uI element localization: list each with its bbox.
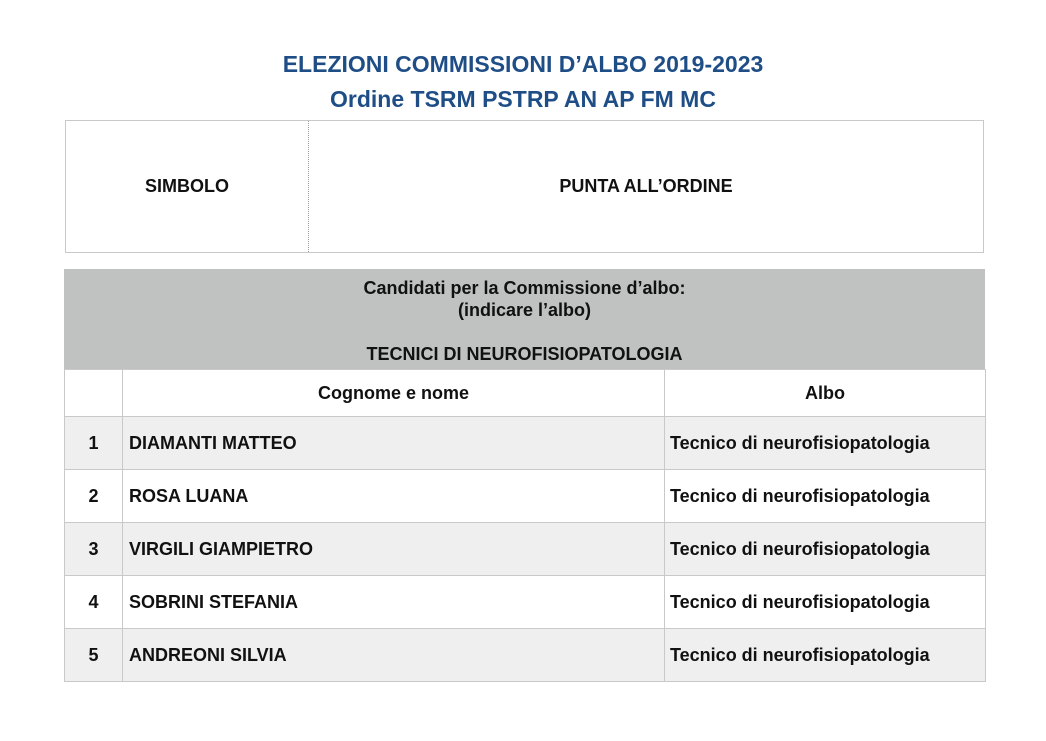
symbol-label: SIMBOLO — [66, 121, 309, 252]
candidate-name: DIAMANTI MATTEO — [123, 417, 665, 470]
candidate-name: SOBRINI STEFANIA — [123, 576, 665, 629]
row-number: 1 — [65, 417, 123, 470]
row-number: 4 — [65, 576, 123, 629]
candidate-name: ROSA LUANA — [123, 470, 665, 523]
candidates-instruction: (indicare l’albo) — [457, 300, 592, 320]
symbol-box — [65, 120, 984, 253]
candidate-albo: Tecnico di neurofisiopatologia — [665, 523, 986, 576]
table-row — [65, 523, 986, 576]
column-header-albo: Albo — [665, 370, 986, 417]
row-number: 3 — [65, 523, 123, 576]
row-number: 5 — [65, 629, 123, 682]
candidate-albo: Tecnico di neurofisiopatologia — [665, 417, 986, 470]
candidates-heading: Candidati per la Commissione d’albo: — [363, 278, 686, 298]
candidate-albo: Tecnico di neurofisiopatologia — [665, 576, 986, 629]
column-header-name: Cognome e nome — [123, 370, 665, 417]
document-subtitle: Ordine TSRM PSTRP AN AP FM MC — [330, 86, 716, 112]
table-row — [65, 470, 986, 523]
column-header-number — [65, 370, 123, 417]
candidate-name: ANDREONI SILVIA — [123, 629, 665, 682]
candidate-name: VIRGILI GIAMPIETRO — [123, 523, 665, 576]
row-number: 2 — [65, 470, 123, 523]
candidates-table — [64, 369, 986, 682]
document-title: ELEZIONI COMMISSIONI D’ALBO 2019-2023 — [282, 51, 764, 77]
table-header-row — [65, 370, 986, 417]
candidates-header — [64, 269, 985, 369]
order-label: PUNTA ALL’ORDINE — [559, 176, 733, 196]
table-row — [65, 629, 986, 682]
candidate-albo: Tecnico di neurofisiopatologia — [665, 470, 986, 523]
candidates-albo-name: TECNICI DI NEUROFISIOPATOLOGIA — [366, 344, 683, 364]
table-row — [65, 417, 986, 470]
candidate-albo: Tecnico di neurofisiopatologia — [665, 629, 986, 682]
table-row — [65, 576, 986, 629]
